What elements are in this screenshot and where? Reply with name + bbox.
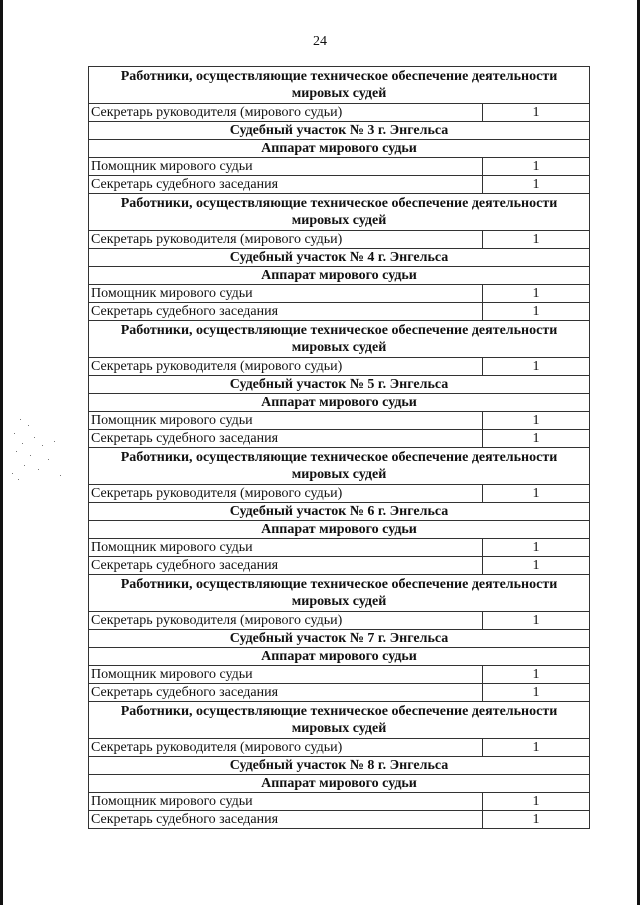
section-title: Работники, осуществляющие техническое обеспечение деятельности мировых судей: [89, 702, 590, 739]
district-title: Судебный участок № 8 г. Энгельса: [89, 757, 590, 775]
table-row: [89, 811, 590, 829]
scan-speck: [22, 443, 23, 444]
staff-table: [88, 66, 590, 829]
table-row: [89, 430, 590, 448]
page-number: 24: [313, 34, 327, 49]
section-header-row: [89, 521, 590, 539]
district-title: Судебный участок № 7 г. Энгельса: [89, 630, 590, 648]
staff-count: 1: [483, 430, 590, 448]
section-header-row: [89, 394, 590, 412]
section-title: Работники, осуществляющие техническое обеспечение деятельности мировых судей: [89, 448, 590, 485]
section-title: Аппарат мирового судьи: [89, 648, 590, 666]
table-row: [89, 557, 590, 575]
scan-speck: [12, 473, 13, 474]
section-header-row: [89, 267, 590, 285]
staff-count: 1: [483, 231, 590, 249]
scan-speck: [14, 433, 15, 434]
section-title: Работники, осуществляющие техническое обеспечение деятельности мировых судей: [89, 575, 590, 612]
position-name: Помощник мирового судьи: [89, 793, 483, 811]
position-name: Секретарь руководителя (мирового судьи): [89, 231, 483, 249]
section-title: Аппарат мирового судьи: [89, 394, 590, 412]
district-title: Судебный участок № 6 г. Энгельса: [89, 503, 590, 521]
section-header-row: [89, 448, 590, 485]
staff-count: 1: [483, 811, 590, 829]
section-title: Аппарат мирового судьи: [89, 775, 590, 793]
table-row: [89, 485, 590, 503]
table-row: [89, 684, 590, 702]
district-title: Судебный участок № 5 г. Энгельса: [89, 376, 590, 394]
district-header-row: [89, 376, 590, 394]
scan-speck: [20, 419, 21, 420]
scan-speck: [48, 459, 49, 460]
district-header-row: [89, 122, 590, 140]
staff-count: 1: [483, 557, 590, 575]
district-title: Судебный участок № 3 г. Энгельса: [89, 122, 590, 140]
scan-speck: [60, 475, 61, 476]
scan-speck: [30, 455, 31, 456]
section-header-row: [89, 67, 590, 104]
staff-count: 1: [483, 303, 590, 321]
table-row: [89, 412, 590, 430]
scan-edge-left: [0, 0, 3, 905]
position-name: Помощник мирового судьи: [89, 158, 483, 176]
staff-count: 1: [483, 176, 590, 194]
scan-speck: [24, 465, 25, 466]
scan-speck: [38, 469, 39, 470]
scan-noise: [8, 415, 68, 485]
table-row: [89, 358, 590, 376]
staff-count: 1: [483, 104, 590, 122]
staff-count: 1: [483, 539, 590, 557]
scan-speck: [28, 425, 29, 426]
section-title: Аппарат мирового судьи: [89, 267, 590, 285]
district-header-row: [89, 757, 590, 775]
position-name: Помощник мирового судьи: [89, 539, 483, 557]
staff-count: 1: [483, 739, 590, 757]
table-row: [89, 793, 590, 811]
district-header-row: [89, 249, 590, 267]
table-row: [89, 539, 590, 557]
scan-speck: [42, 445, 43, 446]
position-name: Секретарь судебного заседания: [89, 176, 483, 194]
staff-count: 1: [483, 485, 590, 503]
table-row: [89, 231, 590, 249]
position-name: Секретарь руководителя (мирового судьи): [89, 104, 483, 122]
section-title: Аппарат мирового судьи: [89, 521, 590, 539]
position-name: Секретарь руководителя (мирового судьи): [89, 612, 483, 630]
section-header-row: [89, 194, 590, 231]
position-name: Секретарь судебного заседания: [89, 557, 483, 575]
section-header-row: [89, 775, 590, 793]
staff-count: 1: [483, 158, 590, 176]
position-name: Помощник мирового судьи: [89, 412, 483, 430]
section-title: Работники, осуществляющие техническое обеспечение деятельности мировых судей: [89, 321, 590, 358]
table-row: [89, 176, 590, 194]
district-title: Судебный участок № 4 г. Энгельса: [89, 249, 590, 267]
staff-count: 1: [483, 285, 590, 303]
position-name: Секретарь судебного заседания: [89, 430, 483, 448]
staff-count: 1: [483, 793, 590, 811]
table-row: [89, 104, 590, 122]
table-row: [89, 612, 590, 630]
scan-speck: [18, 479, 19, 480]
table-row: [89, 666, 590, 684]
section-title: Работники, осуществляющие техническое обеспечение деятельности мировых судей: [89, 67, 590, 104]
position-name: Помощник мирового судьи: [89, 666, 483, 684]
position-name: Секретарь судебного заседания: [89, 303, 483, 321]
section-header-row: [89, 140, 590, 158]
staff-count: 1: [483, 684, 590, 702]
table-row: [89, 158, 590, 176]
section-title: Аппарат мирового судьи: [89, 140, 590, 158]
position-name: Секретарь руководителя (мирового судьи): [89, 358, 483, 376]
scan-speck: [34, 437, 35, 438]
section-header-row: [89, 648, 590, 666]
position-name: Помощник мирового судьи: [89, 285, 483, 303]
table-row: [89, 303, 590, 321]
position-name: Секретарь руководителя (мирового судьи): [89, 485, 483, 503]
section-title: Работники, осуществляющие техническое обеспечение деятельности мировых судей: [89, 194, 590, 231]
scan-speck: [54, 441, 55, 442]
district-header-row: [89, 630, 590, 648]
district-header-row: [89, 503, 590, 521]
table-row: [89, 285, 590, 303]
table-row: [89, 739, 590, 757]
position-name: Секретарь судебного заседания: [89, 811, 483, 829]
section-header-row: [89, 575, 590, 612]
staff-count: 1: [483, 612, 590, 630]
position-name: Секретарь руководителя (мирового судьи): [89, 739, 483, 757]
section-header-row: [89, 321, 590, 358]
staff-count: 1: [483, 358, 590, 376]
staff-count: 1: [483, 666, 590, 684]
staff-table-body: [89, 67, 590, 829]
staff-count: 1: [483, 412, 590, 430]
section-header-row: [89, 702, 590, 739]
scan-speck: [16, 451, 17, 452]
position-name: Секретарь судебного заседания: [89, 684, 483, 702]
